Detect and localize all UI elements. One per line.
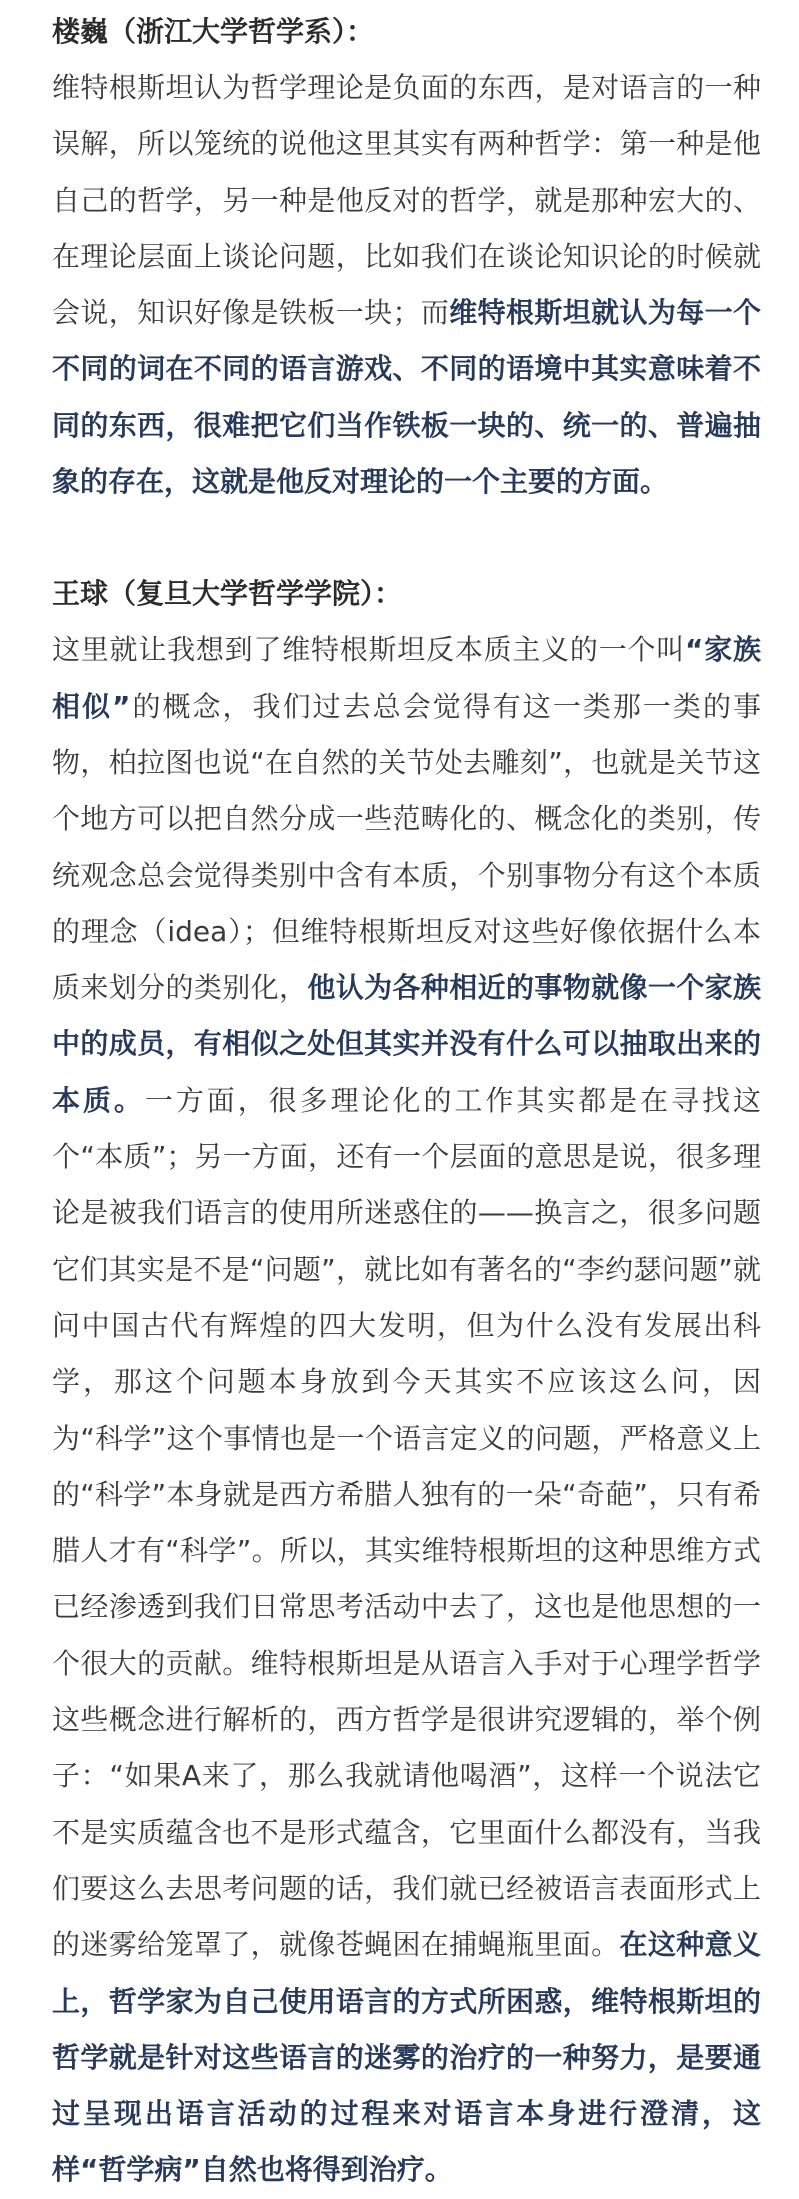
speaker-heading: 王球（复旦大学哲学学院）：	[52, 577, 403, 611]
highlighted-text: 他认为各种相近的事物就像一个家族中的成员，有相似之处但其实并没有什么可以抽取出来的本质。	[52, 971, 761, 1117]
section-lou-wei	[52, 4, 761, 510]
highlighted-term: “家族相似”	[52, 633, 761, 723]
paragraph	[52, 622, 761, 2198]
section-wang-qiu	[52, 566, 761, 2198]
section-spacer	[52, 510, 761, 566]
paragraph	[52, 60, 761, 510]
highlighted-text: 维特根斯坦就认为每一个不同的词在不同的语言游戏、不同的语境中其实意味着不同的东西，很难把它们当作铁板一块的、统一的、普遍抽象的存在，这就是他反对理论的一个主要的方面。	[52, 296, 761, 499]
body-text: 维特根斯坦认为哲学理论是负面的东西，是对语言的一种误解，所以笼统的说他这里其实有两种哲学：第一种是他自己的哲学，另一种是他反对的哲学，就是那种宏大的、在理论层面上谈论问题，比如我们在谈论知识论的时候就会说，知识好像是铁板一块；而	[52, 71, 761, 330]
speaker-heading: 楼巍（浙江大学哲学系）：	[52, 15, 375, 48]
body-text: 这里就让我想到了维特根斯坦反本质主义的一个叫	[52, 633, 686, 667]
highlighted-text: 在这种意义上，哲学家为自己使用语言的方式所困惑，维特根斯坦的哲学就是针对这些语言的迷雾的治疗的一种努力，是要通过呈现出语言活动的过程来对语言本身进行澄清，这样“哲学病”自然也将得到治疗。	[52, 1928, 761, 2187]
body-text: 一方面，很多理论化的工作其实都是在寻找这个“本质”；另一方面，还有一个层面的意思是说，很多理论是被我们语言的使用所迷惑住的——换言之，很多问题它们其实是不是“问题”，就比如有著名的“李约瑟问题”就问中国古代有辉煌的四大发明，但为什么没有发展出科学，那这个问题本身放到今天其实不应该这么问，因为“科学”这个事情也是一个语言定义的问题，严格意义上的“科学”本身就是西方希腊人独有的一朵“奇葩”，只有希腊人才有“科学”。所以，其实维特根斯坦的这种思维方式已经渗透到我们日常思考活动中去了，这也是他思想的一个很大的贡献。维特根斯坦是从语言入手对于心理学哲学这些概念进行解析的，西方哲学是很讲究逻辑的，举个例子：“如果A来了，那么我就请他喝酒”，这样一个说法它不是实质蕴含也不是形式蕴含，它里面什么都没有，当我们要这么去思考问题的话，我们就已经被语言表面形式上的迷雾给笼罩了，就像苍蝇困在捕蝇瓶里面。	[52, 1083, 761, 1962]
body-text: 的概念，我们过去总会觉得有这一类那一类的事物，柏拉图也说“在自然的关节处去雕刻”，也就是关节这个地方可以把自然分成一些范畴化的、概念化的类别，传统观念总会觉得类别中含有本质，个别事物分有这个本质的理念（idea）；但维特根斯坦反对这些好像依据什么本质来划分的类别化，	[52, 689, 761, 1005]
